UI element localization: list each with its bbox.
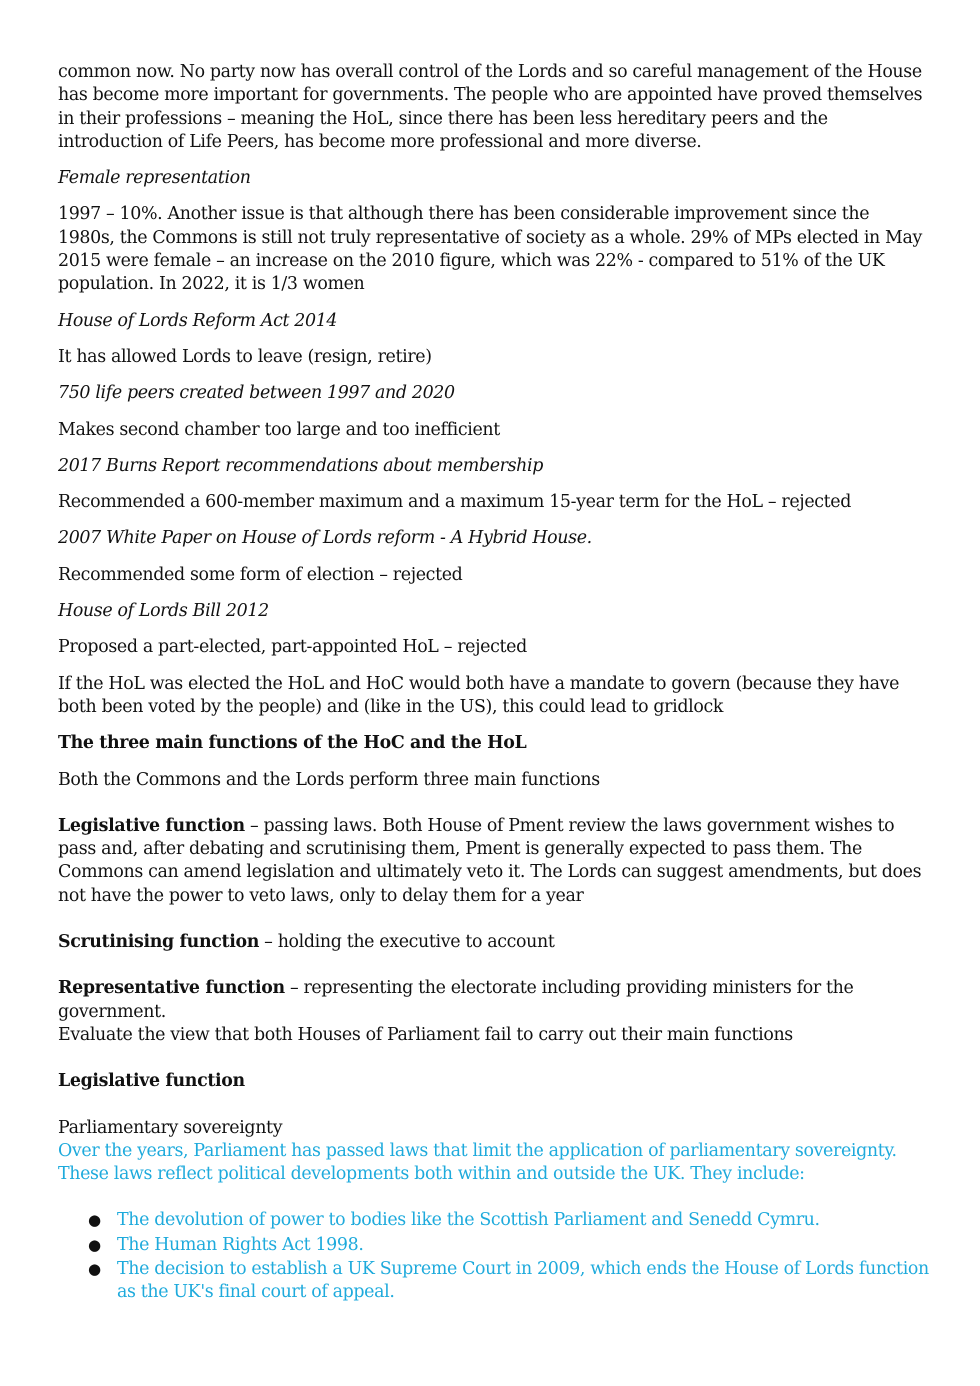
list-item-text: The decision to establish a UK Supreme Court in 2009, which ends the House of Lords function as the UK's final court of appeal. — [117, 1258, 929, 1303]
paragraph-three-functions: Both the Commons and the Lords perform three main functions — [58, 769, 600, 790]
paragraph-life-peers: Makes second chamber too large and too inefficient — [58, 419, 500, 440]
list-item — [88, 1234, 930, 1257]
paragraph-sovereignty-limits: Over the years, Parliament has passed laws that limit the application of parliamentary sovereignty. These laws reflect political developments both within and outside the UK. They include: — [58, 1140, 897, 1185]
heading-three-functions: The three main functions of the HoC and the HoL — [58, 733, 527, 754]
scrutinising-function-term: Scrutinising function — [58, 932, 259, 953]
paragraph-burns-report: Recommended a 600-member maximum and a maximum 15-year term for the HoL – rejected — [58, 492, 852, 513]
paragraph-elected-gridlock: If the HoL was elected the HoL and HoC would both have a mandate to govern (because they have both been voted by the people) and (like in the US), this could lead to gridlock — [58, 673, 900, 717]
heading-female-representation: Female representation — [58, 168, 251, 189]
paragraph-lords-appointments: common now. No party now has overall control of the Lords and so careful management of the House has become more important for governments. The people who are appointed have proved themselves in their professions – meaning the HoL, since there has been less hereditary peers and the introduction of Life Peers, has become more professional and more diverse. — [58, 62, 923, 152]
bullet-icon: ● — [88, 1211, 101, 1230]
sovereignty-limits-list — [58, 1209, 930, 1304]
heading-burns-report: 2017 Burns Report recommendations about membership — [58, 455, 544, 476]
scrutinising-function-text: – holding the executive to account — [259, 932, 555, 953]
representative-function-text: – representing the electorate including providing ministers for the government. — [58, 978, 854, 1022]
list-item — [88, 1258, 930, 1305]
heading-life-peers: 750 life peers created between 1997 and 2020 — [58, 383, 455, 404]
heading-legislative-function: Legislative function — [58, 1071, 245, 1092]
paragraph-parliamentary-sovereignty: Parliamentary sovereignty — [58, 1117, 283, 1138]
heading-reform-act-2014: House of Lords Reform Act 2014 — [58, 310, 338, 331]
bullet-icon: ● — [88, 1259, 101, 1278]
list-item — [88, 1209, 930, 1232]
paragraph-scrutinising-function — [58, 931, 930, 954]
heading-lords-bill-2012: House of Lords Bill 2012 — [58, 601, 269, 622]
representative-function-term: Representative function — [58, 978, 285, 999]
document-page — [58, 61, 930, 1306]
paragraph-representative-function — [58, 977, 930, 1024]
bullet-icon: ● — [88, 1235, 101, 1254]
list-item-text: The devolution of power to bodies like the Scottish Parliament and Senedd Cymru. — [117, 1210, 820, 1231]
paragraph-lords-bill-2012: Proposed a part-elected, part-appointed HoL – rejected — [58, 637, 527, 658]
paragraph-legislative-function — [58, 815, 930, 908]
paragraph-female-representation: 1997 – 10%. Another issue is that although there has been considerable improvement since the 1980s, the Commons is still not truly representative of society as a whole. 29% of MPs elected in May 2015 were female – an increase on the 2010 figure, which was 22% - compared to 51% of the UK population. In 2022, it is 1/3 women — [58, 204, 923, 295]
paragraph-reform-act-2014: It has allowed Lords to leave (resign, retire) — [58, 346, 432, 367]
legislative-function-text: – passing laws. Both House of Pment review the laws government wishes to pass and, after debating and scrutinising them, Pment is generally expected to pass them. The Commons can amend legislation and ultimately veto it. The Lords can suggest amendments, but does not have the power to veto laws, only to delay them for a year — [58, 815, 922, 906]
list-item-text: The Human Rights Act 1998. — [117, 1234, 364, 1255]
legislative-function-term: Legislative function — [58, 815, 245, 836]
paragraph-evaluate-question: Evaluate the view that both Houses of Parliament fail to carry out their main functions — [58, 1024, 793, 1045]
paragraph-white-paper: Recommended some form of election – rejected — [58, 564, 463, 585]
heading-white-paper: 2007 White Paper on House of Lords reform - A Hybrid House. — [58, 528, 592, 549]
